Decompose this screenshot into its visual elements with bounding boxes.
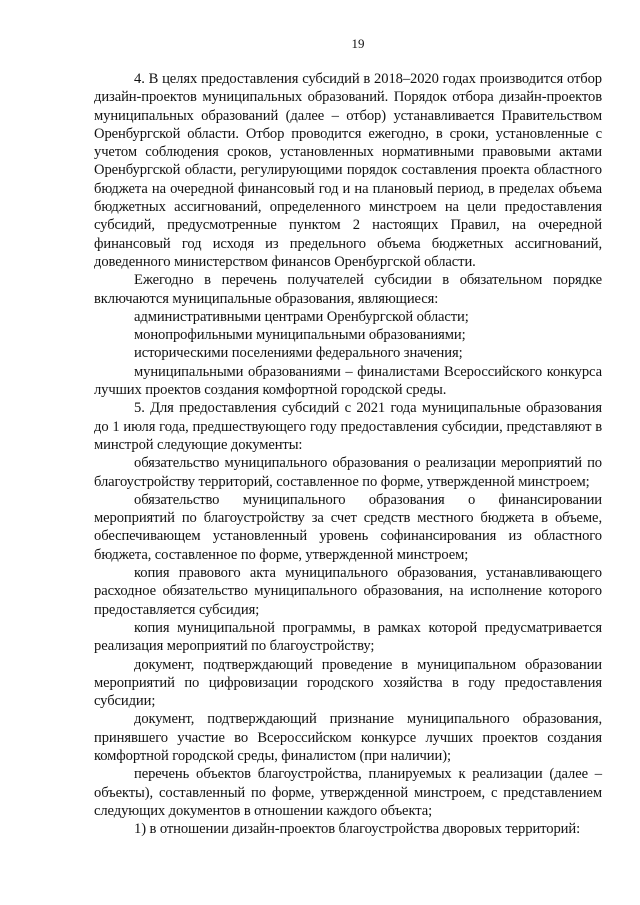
paragraph: муниципальными образованиями – финалистами Всероссийского конкурса лучших проектов создания комфортной городской среды. xyxy=(94,363,602,399)
paragraph: Ежегодно в перечень получателей субсидии в обязательном порядке включаются муниципальные образования, являющиеся: xyxy=(94,272,602,307)
paragraph: перечень объектов благоустройства, планируемых к реализации (далее – объекты), составленный по форме, утвержденной минстроем, с представлением следующих документов в отношении каждого объекта; xyxy=(94,766,602,819)
paragraph: копия муниципальной программы, в рамках которой предусматривается реализация мероприятий по благоустройству; xyxy=(94,619,602,655)
paragraph: документ, подтверждающий проведение в муниципальном образовании мероприятий по цифровизации городского хозяйства в году предоставления субсидии; xyxy=(94,656,602,710)
paragraph: 1) в отношении дизайн-проектов благоустройства дворовых территорий: xyxy=(134,821,581,838)
page-number: 19 xyxy=(351,36,365,51)
paragraph: историческими поселениями федерального значения; xyxy=(134,345,463,362)
paragraph: копия правового акта муниципального образования, устанавливающего расходное обязательство муниципального образования, на исполнение которого предоставляется субсидия; xyxy=(94,565,602,618)
paragraph: 5. Для предоставления субсидий с 2021 года муниципальные образования до 1 июля года, предшествующего году предоставления субсидии, представляют в минстрой следующие документы: xyxy=(94,400,602,453)
document-body xyxy=(94,70,602,838)
paragraph: обязательство муниципального образования о реализации мероприятий по благоустройству территорий, составленное по форме, утвержденной минстроем; xyxy=(94,455,602,490)
paragraph: обязательство муниципального образования о финансировании мероприятий по благоустройству за счет средств местного бюджета в объеме, обеспечивающем установленный уровень софинансирования из областного бюджета, составленное по форме, утвержденной минстроем; xyxy=(94,491,602,563)
paragraph: 4. В целях предоставления субсидий в 2018–2020 годах производится отбор дизайн-проектов муниципальных образований. Порядок отбора дизайн-проектов муниципальных образований (далее – отбор) устанавливается Правительством Оренбургской области. Отбор проводится ежегодно, в сроки, установленные с учетом соблюдения сроков, установленных нормативными правовыми актами Оренбургской области, регулирующими порядок составления проекта областного бюджета на очередной финансовый год и на плановый период, в пределах объема бюджетных ассигнований, определенного минстроем на цели предоставления субсидий, предусмотренные пунктом 2 настоящих Правил, на очередной финансовый год исходя из предельного объема бюджетных ассигнований, доведенного министерством финансов Оренбургской области. xyxy=(94,71,602,270)
paragraph: монопрофильными муниципальными образованиями; xyxy=(134,327,466,344)
paragraph: документ, подтверждающий признание муниципального образования, принявшего участие во Всероссийском конкурсе лучших проектов создания комфортной городской среды, финалистом (при наличии); xyxy=(94,711,602,764)
paragraph: административными центрами Оренбургской области; xyxy=(134,308,469,325)
